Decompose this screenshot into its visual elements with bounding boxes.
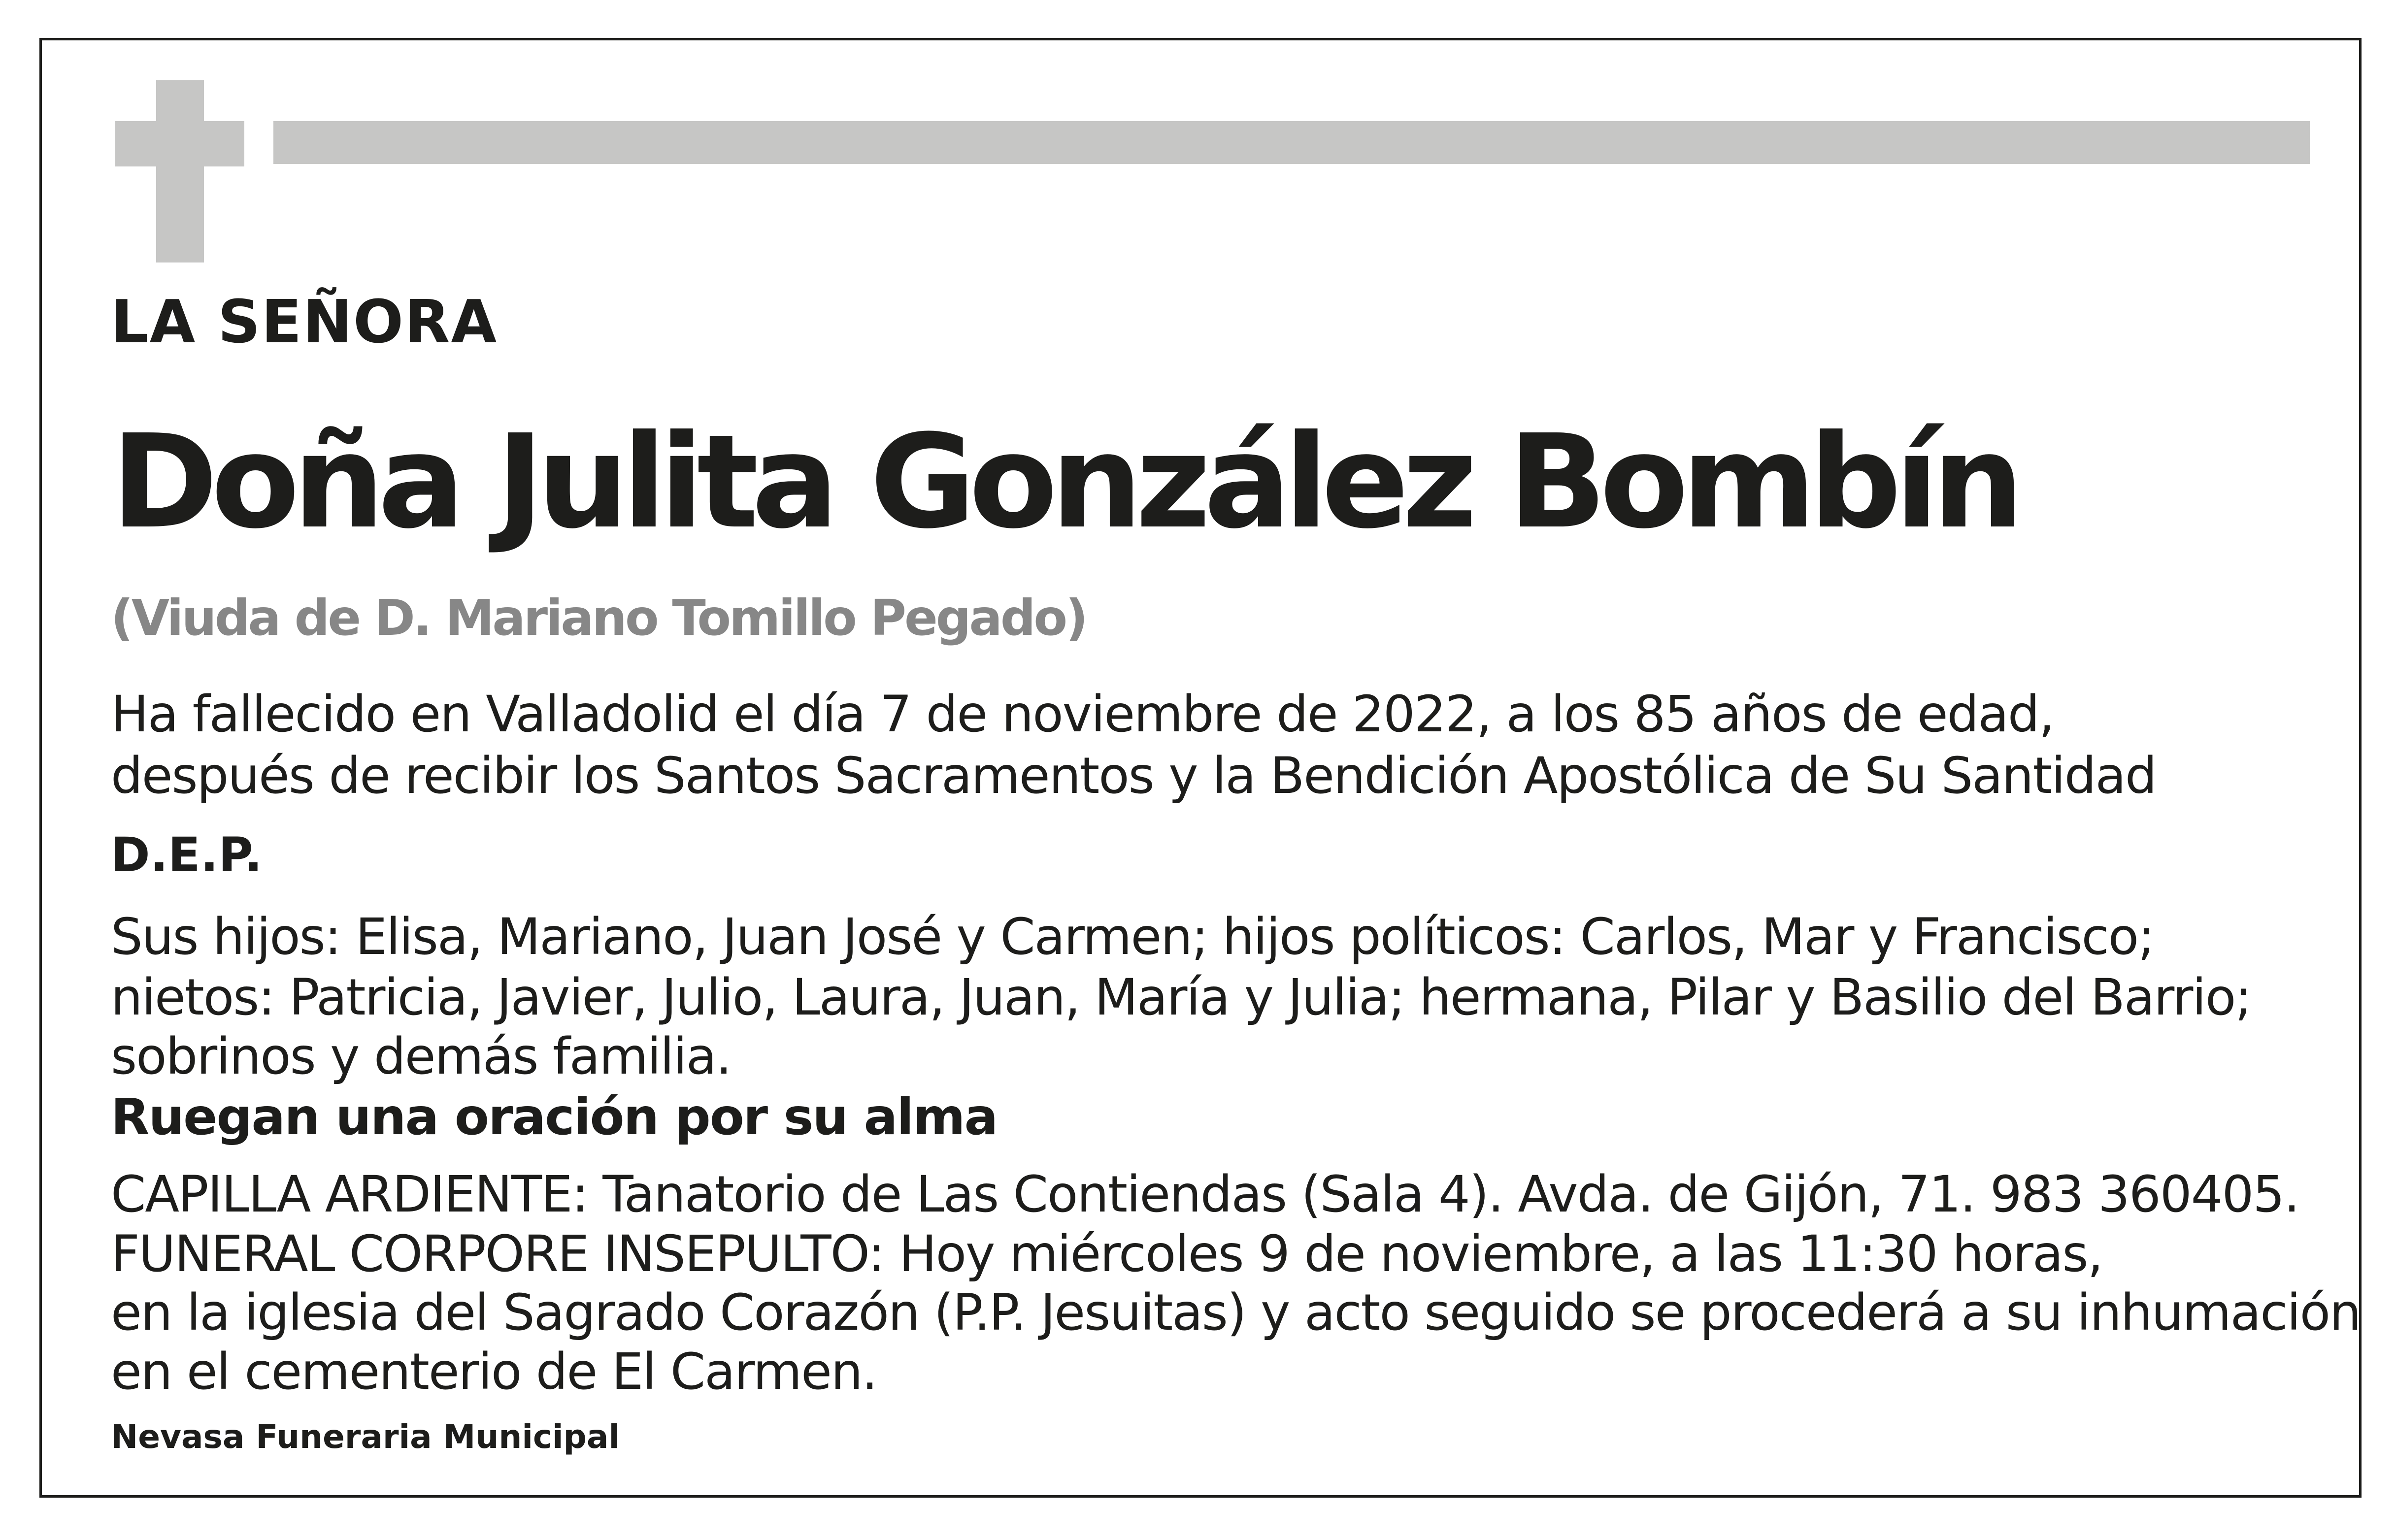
family-line: sobrinos y demás familia.: [111, 1027, 731, 1086]
cross-vertical-beam: [156, 80, 204, 262]
service-line: CAPILLA ARDIENTE: Tanatorio de Las Contiendas (Sala 4). Avda. de Gijón, 71. 983 360405.: [111, 1165, 2299, 1224]
service-line: en el cementerio de El Carmen.: [111, 1343, 877, 1401]
family-line: Sus hijos: Elisa, Mariano, Juan José y Carmen; hijos políticos: Carlos, Mar y Francisco;: [111, 908, 2154, 966]
funeral-home: Nevasa Funeraria Municipal: [111, 1418, 620, 1456]
family-line: nietos: Patricia, Javier, Julio, Laura, Juan, María y Julia; hermana, Pilar y Basilio del Barrio;: [111, 968, 2251, 1027]
service-line: FUNERAL CORPORE INSEPULTO: Hoy miércoles 9 de noviembre, a las 11:30 horas,: [111, 1225, 2102, 1283]
deceased-name: Doña Julita González Bombín: [111, 407, 2017, 557]
service-line: en la iglesia del Sagrado Corazón (P.P. Jesuitas) y acto seguido se procederá a su inhumación: [111, 1283, 2361, 1342]
announcement-line: después de recibir los Santos Sacramentos y la Bendición Apostólica de Su Santidad: [111, 747, 2156, 805]
announcement-line: Ha fallecido en Valladolid el día 7 de noviembre de 2022, a los 85 años de edad,: [111, 685, 2054, 744]
cross-horizontal-beam: [115, 121, 244, 166]
prayer-request: Ruegan una oración por su alma: [111, 1088, 998, 1147]
widow-of: (Viuda de D. Mariano Tomillo Pegado): [111, 589, 1086, 647]
honorific: LA SEÑORA: [111, 288, 498, 357]
header-rule: [273, 121, 2310, 164]
dep-abbreviation: D.E.P.: [111, 827, 263, 883]
